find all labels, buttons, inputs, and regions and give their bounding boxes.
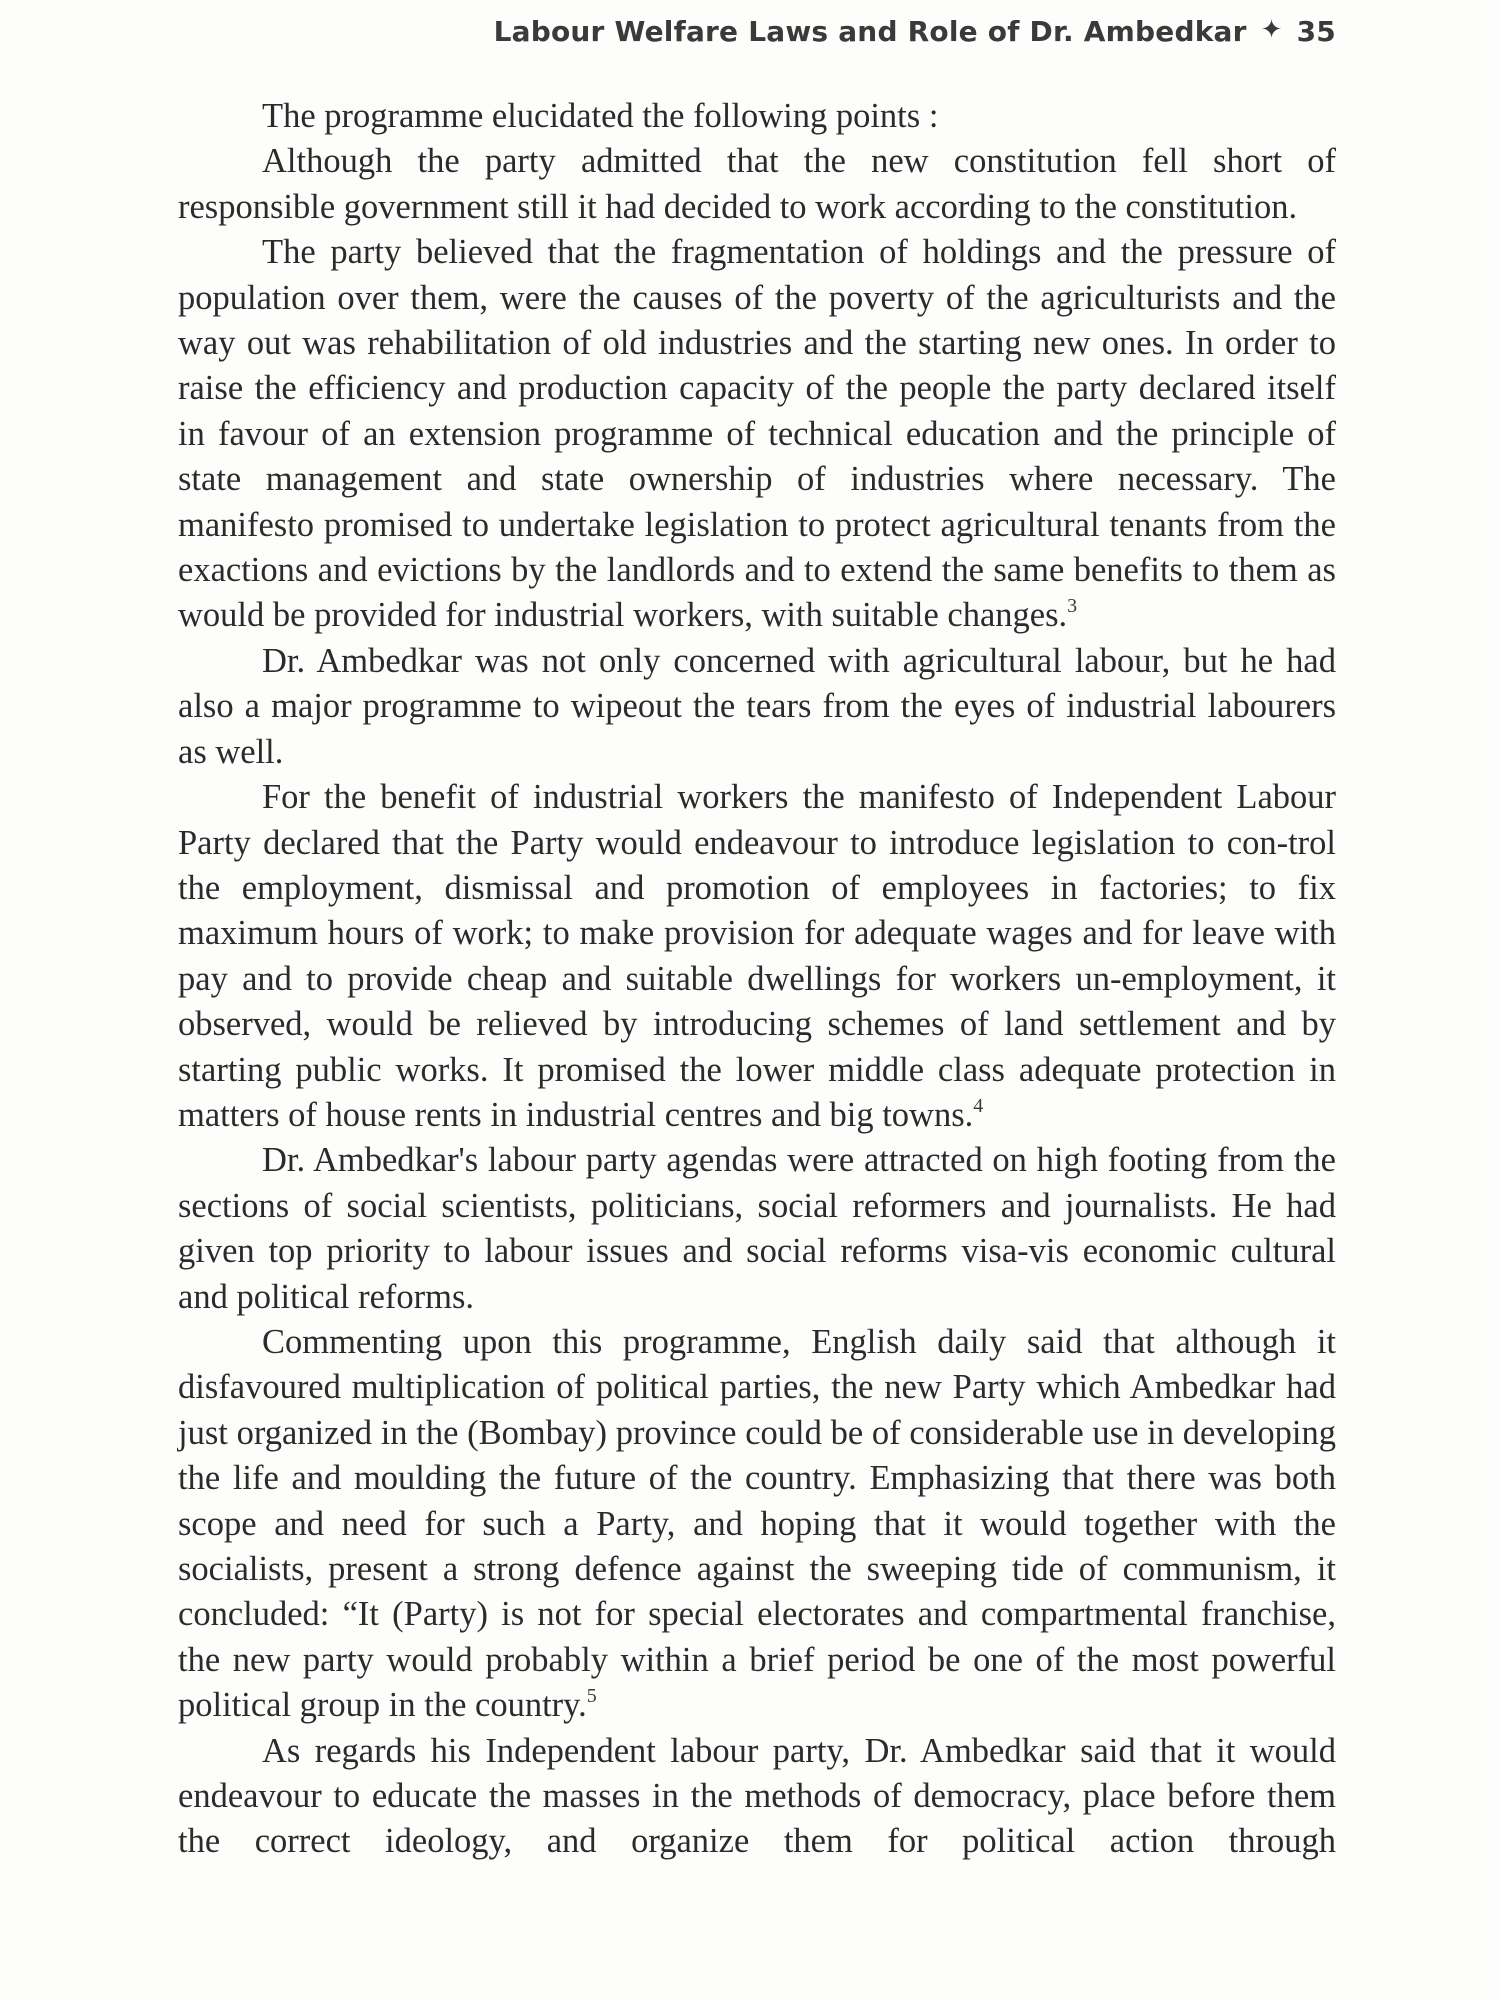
paragraph-industrial-workers: For the benefit of industrial workers the manifesto of Independent Labour Party declared that the Party would endeavour to introduce legislation to con-trol the employment, dismissal and promotion of employees in factories; to fix maximum hours of work; to make provision for adequate wages and for leave with pay and to provide cheap and suitable dwellings for workers un-employment, it observed, would be relieved by introducing schemes of land settlement and by starting public works. It promised the lower middle class adequate protection in matters of house rents in industrial centres and big towns.$^4$ — [178, 778, 1336, 1134]
paragraph-intro: The programme elucidated the following points : — [262, 97, 939, 135]
paragraph-agendas: Dr. Ambedkar's labour party agendas were attracted on high footing from the sections of social scientists, politicians, social reformers and journalists. He had given top priority to labour issues and social reforms visa-vis economic cultural and political reforms. — [178, 1141, 1336, 1316]
paragraph-agricultural-labour: Dr. Ambedkar was not only concerned with agricultural labour, but he had also a major programme to wipeout the tears from the eyes of industrial labourers as well. — [178, 641, 1336, 771]
running-header — [494, 6, 1336, 56]
footnote-marker[interactable]: 4 — [973, 1094, 984, 1117]
footnote-marker[interactable]: 3 — [1067, 595, 1078, 618]
paragraph-constitution: Although the party admitted that the new constitution fell short of responsible government still it had decided to work according to the constitution. — [178, 142, 1336, 226]
paragraph-fragmentation: The party believed that the fragmentation of holdings and the pressure of population over them, were the causes of the poverty of the agriculturists and the way out was rehabilitation of old industries and the starting new ones. In order to raise the efficiency and production capacity of the people the party declared itself in favour of an extension programme of technical education and the principle of state management and state ownership of industries where necessary. The manifesto promised to undertake legislation to protect agricultural tenants from the exactions and evictions by the landlords and to extend the same benefits to them as would be provided for industrial workers, with suitable changes.$^3$ — [178, 233, 1336, 635]
body-text — [178, 94, 1336, 1865]
four-pointed-star-icon: ✦ — [1260, 15, 1283, 45]
paragraph-english-daily: Commenting upon this programme, English daily said that although it disfavoured multiplication of political parties, the new Party which Ambedkar had just organized in the (Bombay) province could be of considerable use in developing the life and moulding the future of the country. Emphasizing that there was both scope and need for such a Party, and hoping that it would together with the socialists, present a strong defence against the sweeping tide of communism, it concluded: “It (Party) is not for special electorates and compartmental franchise, the new party would probably within a brief period be one of the most powerful political group in the country.$^5$ — [178, 1322, 1336, 1725]
page-number: 35 — [1296, 14, 1336, 48]
running-title: Labour Welfare Laws and Role of Dr. Ambedkar — [493, 14, 1247, 48]
paragraph-independent-labour-party: As regards his Independent labour party, Dr. Ambedkar said that it would endeavour to educate the masses in the methods of democracy, place before them the correct ideology, and organize them for political action through — [178, 1731, 1336, 1861]
footnote-marker[interactable]: 5 — [586, 1685, 597, 1708]
